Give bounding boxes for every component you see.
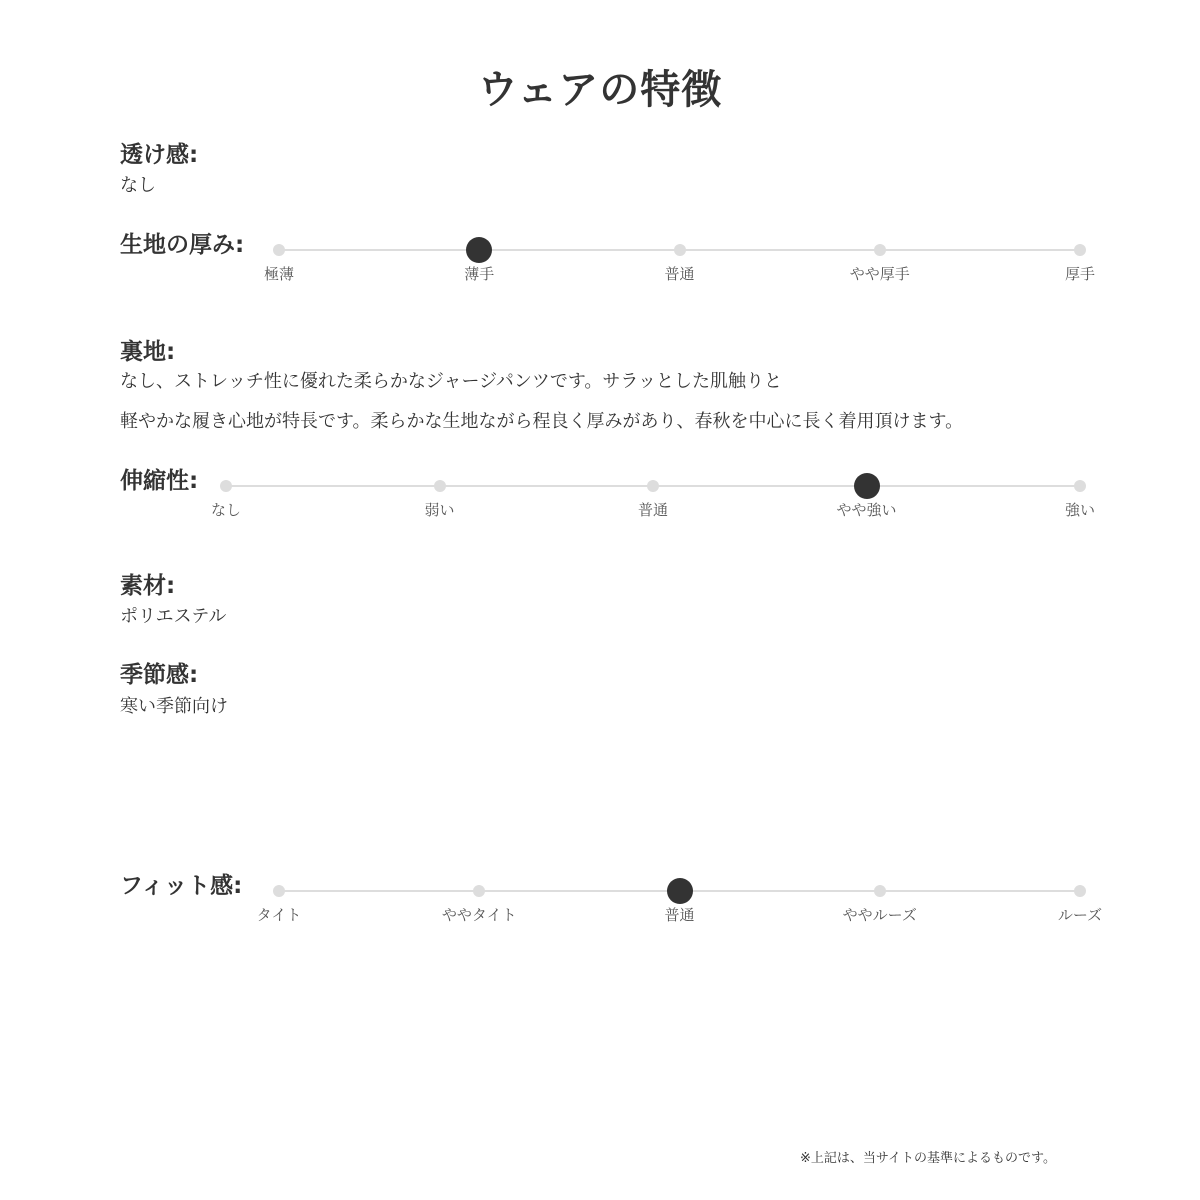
- scale-option-label: やや強い: [836, 501, 897, 519]
- material-value: ポリエステル: [120, 606, 227, 627]
- scale-option-label: 厚手: [1064, 265, 1095, 283]
- transparency-label: 透け感:: [120, 142, 199, 168]
- footnote: ※上記は、当サイトの基準によるものです。: [800, 1151, 1056, 1166]
- scale-option-label: ルーズ: [1057, 906, 1103, 924]
- fit-scale: [256, 882, 1103, 924]
- scale-option-label: タイト: [256, 906, 302, 924]
- scale-dot: [434, 480, 446, 492]
- scale-dot: [473, 885, 485, 897]
- scale-option-label: ややタイト: [441, 906, 517, 924]
- scale-option-label: 普通: [664, 265, 695, 283]
- material-label: 素材:: [120, 573, 176, 599]
- page-title: ウェアの特徴: [477, 67, 723, 113]
- scale-dot: [647, 480, 659, 492]
- scale-option-label: 極薄: [263, 265, 294, 283]
- scale-dot: [674, 244, 686, 256]
- scale-dot: [1074, 244, 1086, 256]
- scale-dot-selected: [667, 878, 693, 904]
- thickness-scale: [263, 241, 1095, 283]
- scale-option-label: 普通: [664, 906, 695, 924]
- lining-label: 裏地:: [120, 339, 176, 365]
- scale-dot: [1074, 885, 1086, 897]
- scale-option-label: なし: [210, 501, 241, 519]
- stretch-scale: [210, 477, 1095, 519]
- scale-dot: [273, 885, 285, 897]
- lining-description-line-2: 軽やかな履き心地が特長です。柔らかな生地ながら程良く厚みがあり、春秋を中心に長く着用頂けます。: [120, 411, 964, 432]
- scale-option-label: ややルーズ: [842, 906, 917, 924]
- lining-description-line-1: なし、ストレッチ性に優れた柔らかなジャージパンツです。サラッとした肌触りと: [120, 371, 783, 392]
- scale-dot: [220, 480, 232, 492]
- scale-option-label: 薄手: [464, 265, 495, 283]
- transparency-value: なし: [120, 175, 156, 196]
- thickness-label: 生地の厚み:: [120, 232, 245, 258]
- scale-option-label: 普通: [637, 501, 668, 519]
- season-value: 寒い季節向け: [120, 696, 228, 717]
- scale-dot: [273, 244, 285, 256]
- fit-label: フィット感:: [120, 873, 243, 899]
- scale-option-label: 強い: [1064, 501, 1095, 519]
- scale-option-label: 弱い: [424, 501, 455, 519]
- season-label: 季節感:: [120, 662, 199, 688]
- scale-dot-selected: [466, 237, 492, 263]
- scale-dot: [1074, 480, 1086, 492]
- scale-dot-selected: [854, 473, 880, 499]
- scale-dot: [874, 244, 886, 256]
- stretch-label: 伸縮性:: [120, 468, 199, 494]
- scale-dot: [874, 885, 886, 897]
- scale-option-label: やや厚手: [849, 265, 910, 283]
